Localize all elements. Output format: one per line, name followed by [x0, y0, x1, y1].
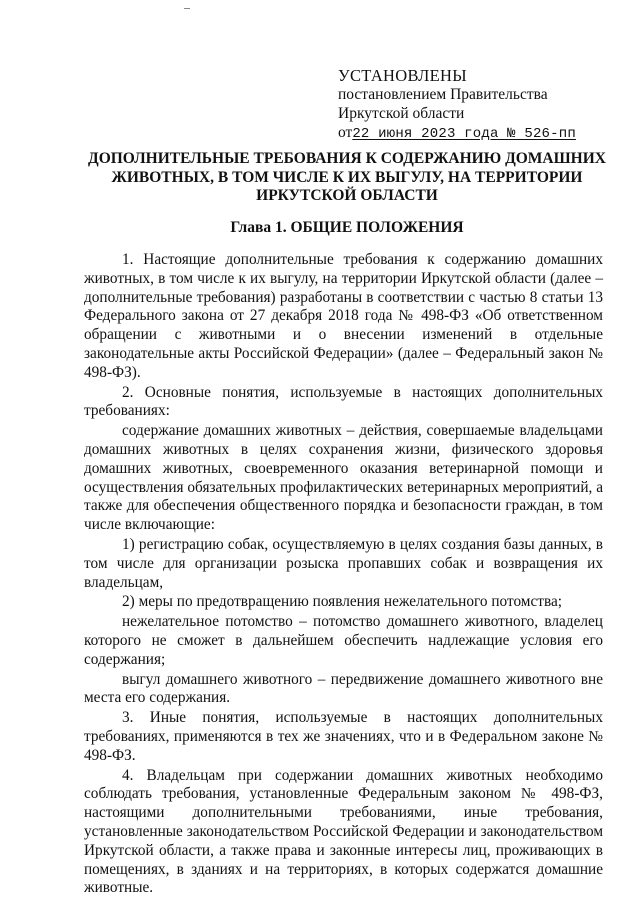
paragraph: 1) регистрацию собак, осуществляемую в целях создания базы данных, в том числе для организации розыска пропавших собак и возвращения их владельцам,	[84, 535, 603, 591]
paragraph: нежелательное потомство – потомство домашнего животного, владелец которого не сможет в дальнейшем обеспечить надлежащие условия его содержания;	[84, 613, 603, 668]
paragraph: содержание домашних животных – действия, совершаемые владельцами домашних животных в целях сохранения жизни, физического здоровья домашних животных, своевременного оказания ветеринарной помощи и осуществления обязательных профилактических ветеринарных мероприятий, а также для обеспечения общественного порядка и безопасности граждан, в том числе включающие:	[84, 422, 603, 534]
paragraph: 4. Владельцам при содержании домашних животных необходимо соблюдать требования, установленные Федеральным законом № 498-ФЗ, настоящими дополнительными требованиями, иные требования, установленные законодательством Российской Федерации и законодательством Иркутской области, а также права и законные интересы лиц, проживающих в помещениях, в зданиях и на территориях, в которых содержатся домашние животные.	[84, 766, 603, 897]
document-body	[84, 251, 603, 898]
paragraph: 3. Иные понятия, используемые в настоящих дополнительных требованиях, применяются в тех же значениях, что и в Федеральном законе № 498-ФЗ.	[84, 709, 603, 764]
scan-mark	[184, 8, 190, 12]
chapter-title: Глава 1. ОБЩИЕ ПОЛОЖЕНИЯ	[230, 219, 464, 236]
approval-block	[338, 66, 576, 144]
approval-line-2: Иркутской области	[338, 105, 465, 122]
approval-date	[338, 123, 576, 144]
paragraph: 1. Настоящие дополнительные требования к содержанию домашних животных, в том числе к их выгулу, на территории Иркутской области (далее – дополнительные требования) разработаны в соответствии с частью 8 статьи 13 Федерального закона от 27 декабря 2018 года № 498-ФЗ «Об ответственном обращении с животными и о внесении изменений в отдельные законодательные акты Российской Федерации» (далее – Федеральный закон № 498-ФЗ).	[84, 251, 603, 381]
document-title: ДОПОЛНИТЕЛЬНЫЕ ТРЕБОВАНИЯ К СОДЕРЖАНИЮ ДОМАШНИХ ЖИВОТНЫХ, В ТОМ ЧИСЛЕ К ИХ ВЫГУЛУ, НА ТЕРРИТОРИИ ИРКУТСКОЙ ОБЛАСТИ	[88, 150, 606, 204]
paragraph: 2. Основные понятия, используемые в настоящих дополнительных требованиях:	[84, 383, 603, 420]
paragraph: 2) меры по предотвращению появления нежелательного потомства;	[122, 593, 563, 611]
paragraph: выгул домашнего животного – передвижение домашнего животного вне места его содержания.	[84, 670, 603, 707]
approval-heading: УСТАНОВЛЕНЫ	[338, 66, 467, 85]
approval-line-1: постановлением Правительства	[338, 86, 548, 103]
approval-date-prefix: от	[338, 124, 353, 141]
approval-date-value: 22 июня 2023 года № 526-пп	[352, 126, 576, 142]
